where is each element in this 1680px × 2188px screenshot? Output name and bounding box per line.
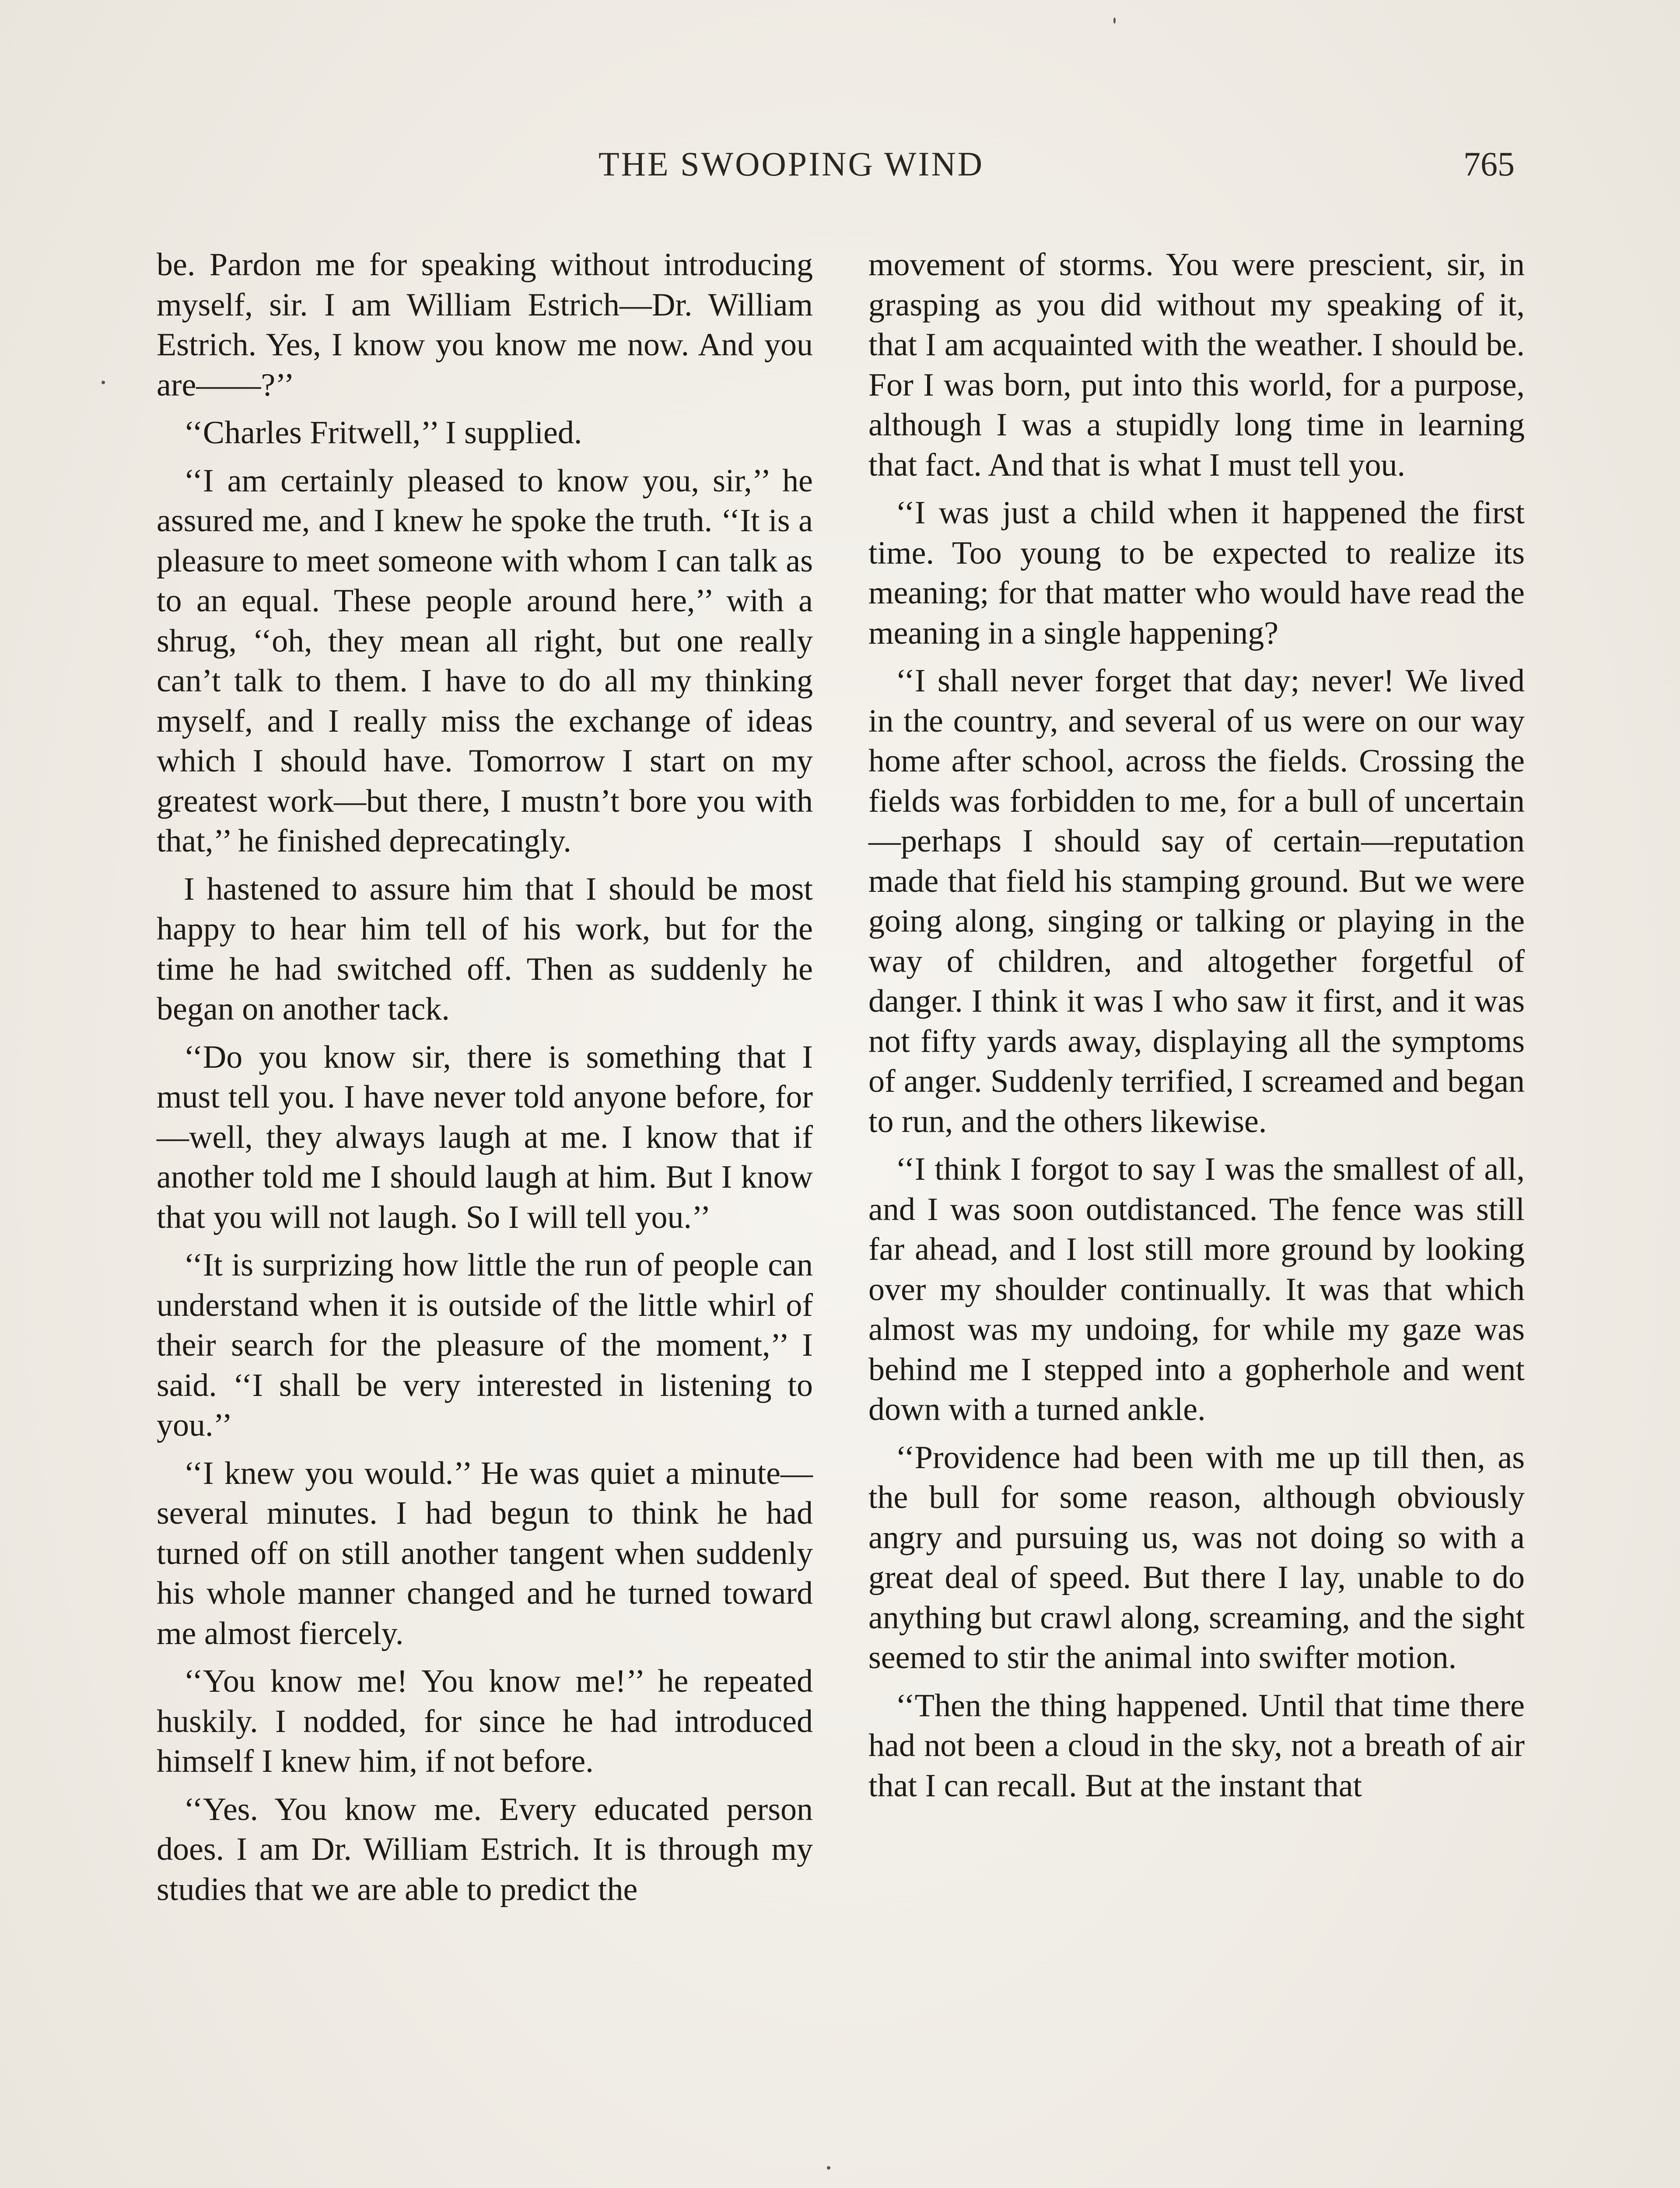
- running-head: THE SWOOPING WIND: [598, 145, 984, 183]
- paragraph: I hastened to assure him that I should be most happy to hear him tell of his work, but for the time he had switched off. Then as suddenly he began on another tack.: [157, 871, 813, 1027]
- page-number: 765: [1463, 145, 1515, 183]
- paragraph: ‘‘Do you know sir, there is something that I must tell you. I have never told anyone before, for—well, they always laugh at me. I know that if another told me I should laugh at him. But I know that you will not laugh. So I will tell you.’’: [157, 1039, 813, 1235]
- paragraph: ‘‘Yes. You know me. Every educated person does. I am Dr. William Estrich. It is through my studies that we are able to predict the: [157, 1791, 813, 1907]
- print-speck: [1113, 18, 1116, 24]
- paragraph: ‘‘I think I forgot to say I was the smallest of all, and I was soon outdistanced. The fence was still far ahead, and I lost still more ground by looking over my shoulder continually. It was that which almost was my undoing, for while my gaze was behind me I stepped into a gopherhole and went down with a turned ankle.: [868, 1151, 1525, 1427]
- paragraph: be. Pardon me for speaking without introducing myself, sir. I am William Estrich—Dr. William Estrich. Yes, I know you know me now. And you are——?’’: [157, 247, 813, 403]
- right-text-column: [868, 245, 1525, 1814]
- paragraph: ‘‘I was just a child when it happened the first time. Too young to be expected to realize its meaning; for that matter who would have read the meaning in a single happening?: [868, 495, 1525, 651]
- print-speck: [827, 2166, 830, 2170]
- print-speck: [102, 381, 105, 384]
- left-text-column: [157, 245, 813, 1918]
- paragraph: ‘‘I knew you would.’’ He was quiet a minute—several minutes. I had begun to think he had turned off on still another tangent when suddenly his whole manner changed and he turned toward me almost fiercely.: [157, 1455, 813, 1652]
- paragraph: ‘‘Charles Fritwell,’’ I supplied.: [184, 415, 582, 451]
- paragraph: ‘‘I am certainly pleased to know you, sir,’’ he assured me, and I knew he spoke the truth. ‘‘It is a pleasure to meet someone with whom I can talk as to an equal. These people around here,’’ with a shrug, ‘‘oh, they mean all right, but one really can’t talk to them. I have to do all my thinking myself, and I really miss the exchange of ideas which I should have. Tomorrow I start on my greatest work—but there, I mustn’t bore you with that,’’ he finished deprecatingly.: [157, 463, 813, 859]
- paragraph: movement of storms. You were prescient, sir, in grasping as you did without my speaking of it, that I am acquainted with the weather. I should be. For I was born, put into this world, for a purpose, although I was a stupidly long time in learning that fact. And that is what I must tell you.: [868, 247, 1525, 483]
- paragraph: ‘‘I shall never forget that day; never! We lived in the country, and several of us were on our way home after school, across the fields. Crossing the fields was forbidden to me, for a bull of uncertain—perhaps I should say of certain—reputation made that field his stamping ground. But we were going along, singing or talking or playing in the way of children, and altogether forgetful of danger. I think it was I who saw it first, and it was not fifty yards away, displaying all the symptoms of anger. Suddenly terrified, I screamed and began to run, and the others likewise.: [868, 663, 1525, 1140]
- paragraph: ‘‘It is surprizing how little the run of people can understand when it is outside of the little whirl of their search for the pleasure of the moment,’’ I said. ‘‘I shall be very interested in listening to you.’’: [157, 1247, 813, 1443]
- paragraph: ‘‘You know me! You know me!’’ he repeated huskily. I nodded, for since he had introduced himself I knew him, if not before.: [157, 1663, 813, 1779]
- paragraph: ‘‘Providence had been with me up till then, as the bull for some reason, although obviously angry and pursuing us, was not doing so with a great deal of speed. But there I lay, unable to do anything but crawl along, screaming, and the sight seemed to stir the animal into swifter motion.: [868, 1439, 1525, 1676]
- paragraph: ‘‘Then the thing happened. Until that time there had not been a cloud in the sky, not a breath of air that I can recall. But at the instant that: [868, 1687, 1525, 1804]
